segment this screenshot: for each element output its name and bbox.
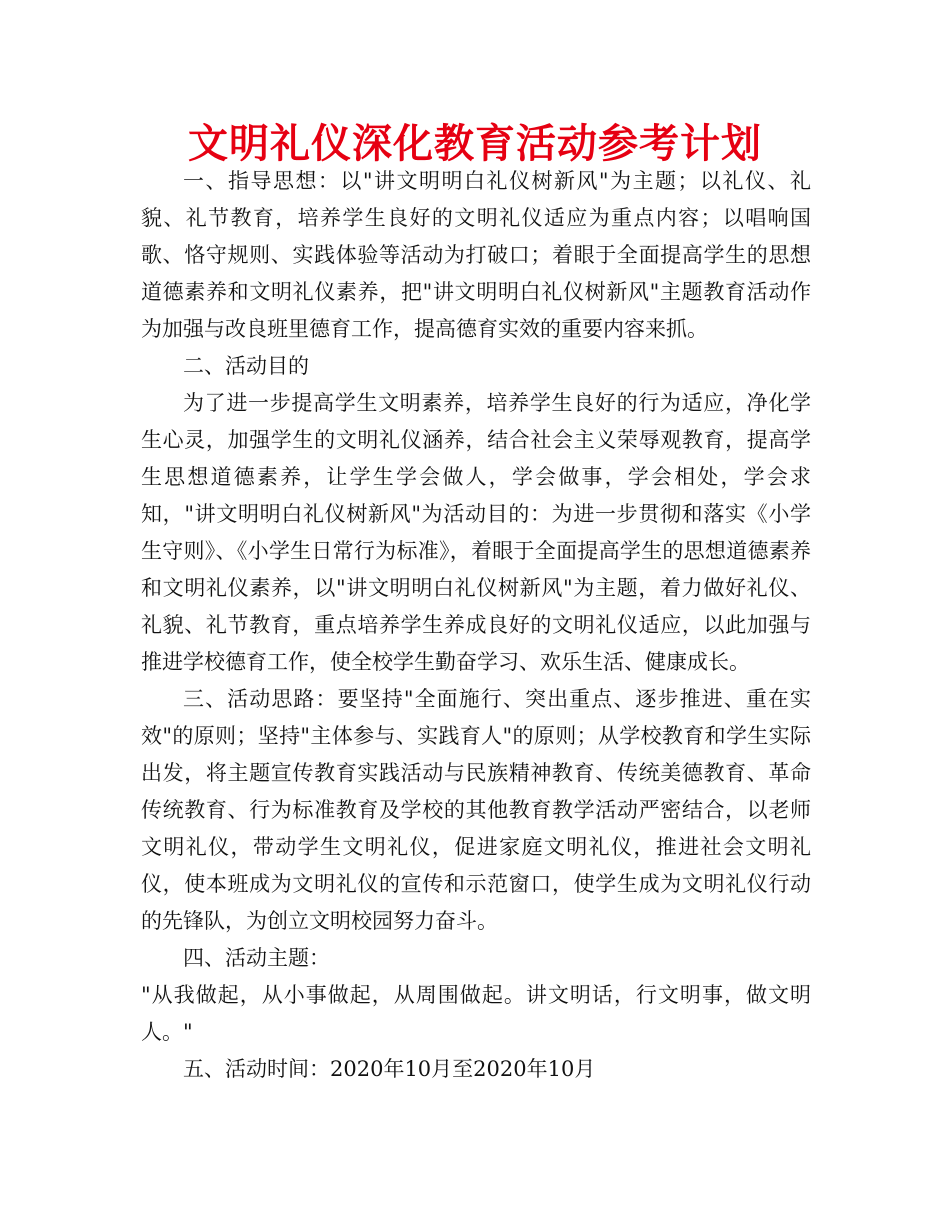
section-activity-purpose-text: 为了进一步提高学生文明素养，培养学生良好的行为适应，净化学生心灵，加强学生的文明礼仪涵养，结合社会主义荣辱观教育，提高学生思想道德素养，让学生学会做人，学会做事，学会相处，学会求知，"讲文明明白礼仪树新风"为活动目的：为进一步贯彻和落实《小学生守则》、《小学生日常行为标准》，着眼于全面提高学生的思想道德素养和文明礼仪素养，以"讲文明明白礼仪树新风"为主题，着力做好礼仪、礼貌、礼节教育，重点培养学生养成良好的文明礼仪适应，以此加强与推进学校德育工作，使全校学生勤奋学习、欢乐生活、健康成长。 bbox=[141, 391, 811, 674]
section-guiding-ideology: 一、指导思想：以"讲文明明白礼仪树新风"为主题；以礼仪、礼貌、礼节教育，培养学生良好的文明礼仪适应为重点内容；以唱响国歌、恪守规则、实践体验等活动为打破口；着眼于全面提高学生的思想道德素养和文明礼仪素养，把"讲文明明白礼仪树新风"主题教育活动作为加强与改良班里德育工作，提高德育实效的重要内容来抓。 bbox=[141, 169, 811, 341]
document-title: 文明礼仪深化教育活动参考计划 bbox=[188, 121, 762, 167]
section-heading-activity-theme: 四、活动主题： bbox=[183, 946, 330, 970]
section-activity-theme-text: "从我做起，从小事做起，从周围做起。讲文明话，行文明事，做文明人。" bbox=[141, 983, 811, 1044]
document-body bbox=[141, 163, 811, 1088]
section-heading-activity-purpose: 二、活动目的 bbox=[183, 354, 309, 378]
section-activity-time: 五、活动时间：2020年10月至2020年10月 bbox=[183, 1057, 596, 1081]
section-activity-approach: 三、活动思路：要坚持"全面施行、突出重点、逐步推进、重在实效"的原则；坚持"主体参与、实践育人"的原则；从学校教育和学生实际出发，将主题宣传教育实践活动与民族精神教育、传统美德教育、革命传统教育、行为标准教育及学校的其他教育教学活动严密结合，以老师文明礼仪，带动学生文明礼仪，促进家庭文明礼仪，推进社会文明礼仪，使本班成为文明礼仪的宣传和示范窗口，使学生成为文明礼仪行动的先锋队，为创立文明校园努力奋斗。 bbox=[141, 687, 811, 933]
